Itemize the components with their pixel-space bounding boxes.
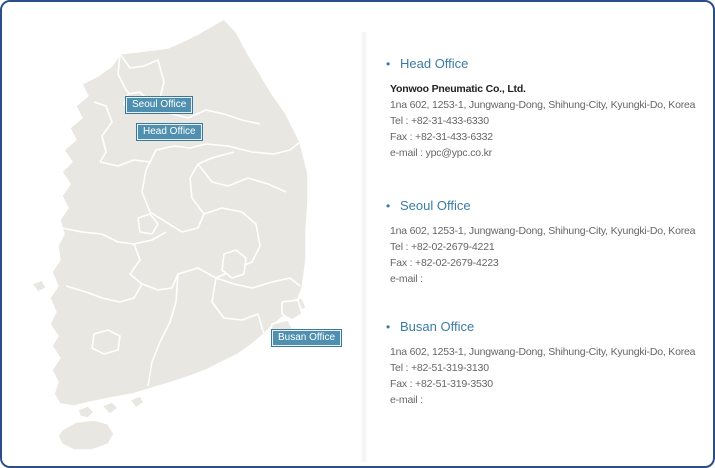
office-fax: Fax : +82-02-2679-4223 — [390, 257, 499, 269]
bullet-icon: • — [386, 199, 391, 213]
office-title-text: Busan Office — [400, 319, 475, 334]
island — [78, 406, 94, 418]
korea-mainland — [50, 19, 308, 406]
gwangju-area — [92, 330, 120, 354]
bullet-icon: • — [386, 320, 391, 334]
office-seoul — [386, 197, 711, 287]
island — [130, 396, 144, 408]
office-fax: Fax : +82-51-319-3530 — [390, 378, 493, 390]
map-label-seoul-office[interactable]: Seoul Office — [126, 97, 192, 113]
office-tel: Tel : +82-31-433-6330 — [390, 115, 489, 127]
office-company: Yonwoo Pneumatic Co., Ltd. — [390, 83, 526, 95]
office-email: e-mail : ypc@ypc.co.kr — [390, 147, 492, 159]
office-address: 1na 602, 1253-1, Jungwang-Dong, Shihung-City, Kyungki-Do, Korea — [390, 99, 696, 111]
office-head — [386, 55, 711, 161]
korea-map-panel — [2, 2, 364, 466]
island — [102, 402, 118, 414]
office-tel: Tel : +82-02-2679-4221 — [390, 241, 495, 253]
office-title — [386, 197, 711, 215]
office-title-text: Head Office — [400, 56, 469, 71]
office-email: e-mail : — [390, 273, 423, 285]
office-title-text: Seoul Office — [400, 198, 471, 213]
office-details — [386, 223, 711, 287]
panel-divider — [360, 32, 368, 462]
bullet-icon: • — [386, 57, 391, 71]
ulsan-area — [282, 300, 302, 320]
office-title — [386, 55, 711, 73]
office-details — [386, 81, 711, 161]
island — [32, 280, 46, 292]
office-fax: Fax : +82-31-433-6332 — [390, 131, 493, 143]
map-label-head-office[interactable]: Head Office — [137, 124, 202, 140]
office-busan — [386, 318, 711, 408]
office-details — [386, 344, 711, 408]
office-info-panel — [386, 2, 711, 466]
office-email: e-mail : — [390, 394, 423, 406]
office-address: 1na 602, 1253-1, Jungwang-Dong, Shihung-City, Kyungki-Do, Korea — [390, 346, 696, 358]
jeju-island — [58, 420, 114, 450]
daegu-area — [222, 250, 246, 278]
korea-map — [2, 2, 364, 466]
map-label-busan-office[interactable]: Busan Office — [272, 330, 341, 346]
office-tel: Tel : +82-51-319-3130 — [390, 362, 489, 374]
office-address: 1na 602, 1253-1, Jungwang-Dong, Shihung-City, Kyungki-Do, Korea — [390, 225, 696, 237]
office-title — [386, 318, 711, 336]
